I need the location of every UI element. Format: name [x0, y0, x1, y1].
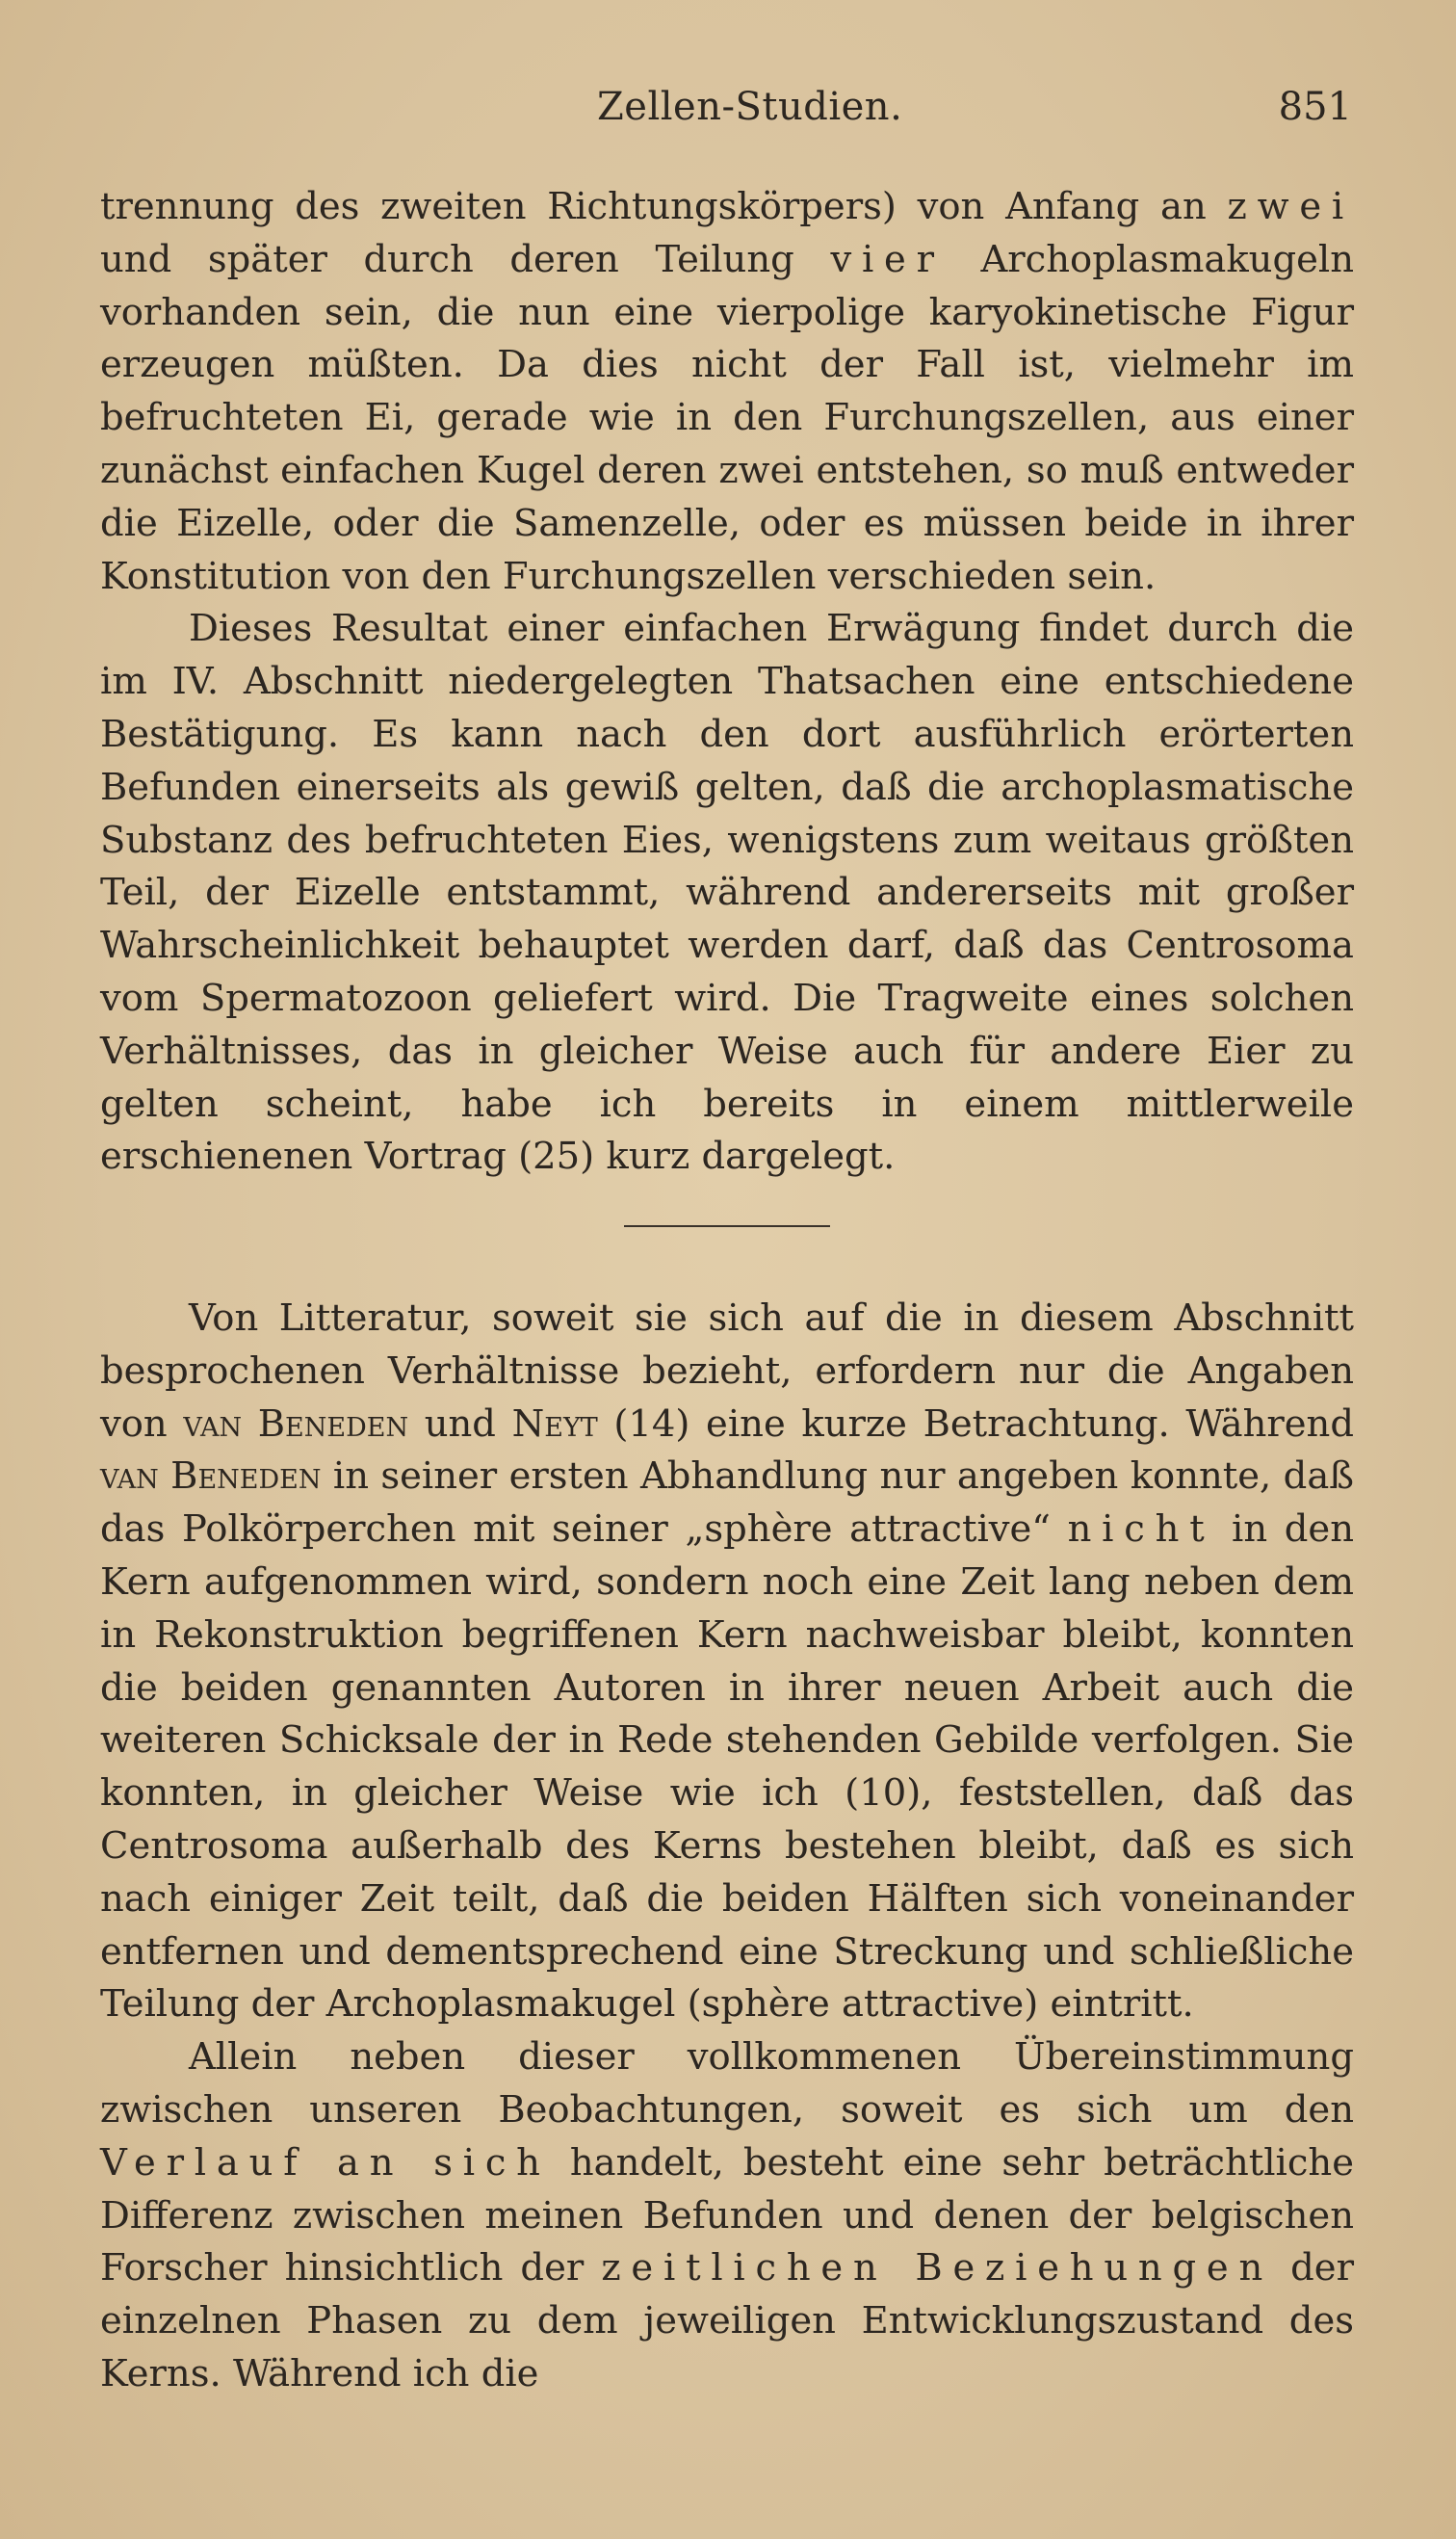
section-divider	[624, 1225, 830, 1227]
author-name: Neyt	[511, 1401, 598, 1446]
text-run: der einzelnen Phasen zu dem jeweiligen Entwicklungszustand des Kerns. Während ich die	[100, 2246, 1354, 2395]
text-run: in seiner ersten Abhandlung nur angeben konnte, daß das Polkörperchen mit seiner „sphère attractive“	[100, 1454, 1354, 1552]
paragraph	[100, 2031, 1354, 2401]
emphasis-spaced: vier	[830, 237, 945, 281]
paragraph-continuation	[100, 181, 1354, 603]
text-run: und später durch deren Teilung	[100, 237, 831, 281]
text-run: trennung des zweiten Richtungskörpers) von Anfang an	[100, 185, 1228, 228]
emphasis-spaced: nicht	[1067, 1507, 1215, 1552]
author-name: van Beneden	[100, 1454, 322, 1499]
text-run: Von Litteratur, soweit sie sich auf die in diesem Abschnitt besprochenen Verhältnisse bezieht, erfordern nur die Angaben von	[100, 1296, 1354, 1446]
emphasis-spaced: zwei	[1227, 185, 1354, 228]
author-name: van Beneden	[183, 1401, 409, 1446]
paragraph	[100, 1293, 1354, 2031]
paragraph: Dieses Resultat einer einfachen Erwägung findet durch die im IV. Abschnitt niedergelegten Thatsachen eine entschiedene Bestätigung. Es kann nach den dort ausführlich erörterten Befunden einerseits als gewiß gelten, daß die archoplasmatische Substanz des befruchteten Eies, wenigstens zum weitaus größten Teil, der Eizelle entstammt, während andererseits mit großer Wahrscheinlichkeit behauptet werden darf, daß das Centrosoma vom Spermatozoon geliefert wird. Die Tragweite eines solchen Verhältnisses, das in gleicher Weise auch für andere Eier zu gelten scheint, habe ich bereits in einem mittlerweile erschienenen Vortrag (25) kurz dargelegt.	[100, 607, 1354, 1179]
text-run: Archoplasmakugeln vorhanden sein, die nun eine vierpolige karyokinetische Figur erzeugen müßten. Da dies nicht der Fall ist, vielmehr im befruchteten Ei, gerade wie in den Furchungszellen, aus einer zunächst einfachen Kugel deren zwei entstehen, so muß entweder die Eizelle, oder die Samenzelle, oder es müssen beide in ihrer Konstitution von den Furchungszellen verschieden sein.	[100, 237, 1354, 598]
text-run: und	[408, 1401, 512, 1446]
emphasis-spaced: Verlauf an sich	[100, 2140, 551, 2185]
text-run: Allein neben dieser vollkommenen Übereinstimmung zwischen unseren Beobachtungen, soweit es sich um den	[100, 2035, 1354, 2132]
page-header	[100, 85, 1352, 139]
text-run: in den Kern aufgenommen wird, sondern noch eine Zeit lang neben dem in Rekonstruktion begriffenen Kern nachweisbar bleibt, konnten die beiden genannten Autoren in ihrer neuen Arbeit auch die weiteren Schicksale der in Rede stehenden Gebilde verfolgen. Sie konnten, in gleicher Weise wie ich (10), feststellen, daß das Centrosoma außerhalb des Kerns bestehen bleibt, daß es sich nach einiger Zeit teilt, daß die beiden Hälften sich voneinander entfernen und dementsprechend eine Streckung und schließliche Teilung der Archoplasmakugel (sphère attractive) eintritt.	[100, 1507, 1355, 2027]
text-run: (14) eine kurze Betrachtung. Während	[597, 1401, 1354, 1446]
text-block-upper	[100, 181, 1354, 1184]
running-title: Zellen-Studien.	[597, 85, 903, 129]
page-number: 851	[1278, 85, 1352, 129]
emphasis-spaced: zeitlichen Beziehungen	[601, 2246, 1274, 2290]
text-block-lower	[100, 1293, 1354, 2401]
text-run: handelt, besteht eine sehr beträchtliche Differenz zwischen meinen Befunden und denen der belgischen Forscher hinsichtlich der	[100, 2140, 1355, 2290]
